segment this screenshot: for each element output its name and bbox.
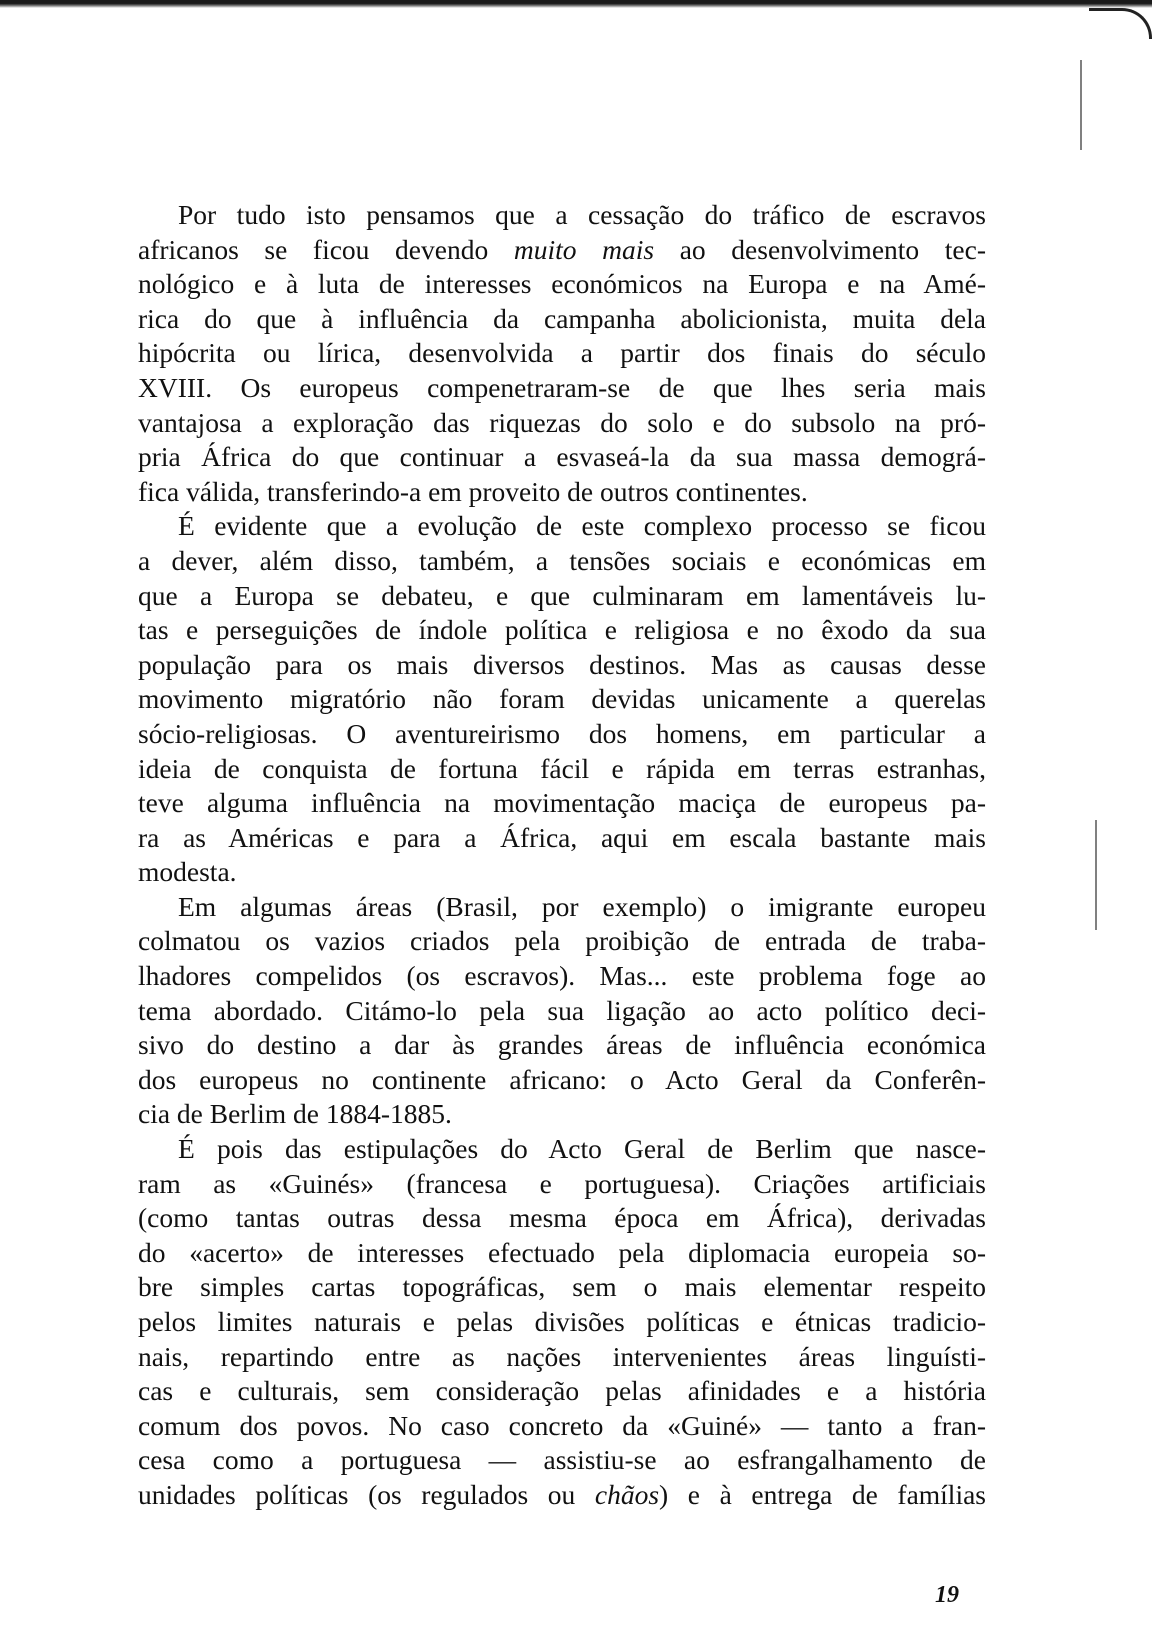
text-line [138, 1409, 986, 1444]
text-span: pelos limites naturais e pelas divisões políticas e étnicas tradicio- [138, 1306, 986, 1337]
text-span: do «acerto» de interesses efectuado pela diplomacia europeia so- [138, 1236, 986, 1268]
text-span: africanos se ficou devendo [138, 233, 514, 265]
text-line [138, 1097, 986, 1132]
text-line [138, 1132, 986, 1167]
right-edge-mark [1080, 60, 1082, 150]
text-line [138, 1374, 986, 1409]
text-line [138, 1236, 986, 1271]
text-line [138, 959, 986, 994]
text-line [138, 890, 986, 925]
text-line [138, 613, 986, 648]
text-span: Em algumas áreas (Brasil, por exemplo) o imigrante europeu [178, 890, 986, 922]
page-corner-curl [1089, 8, 1152, 39]
text-line [138, 406, 986, 441]
text-line [138, 336, 986, 371]
text-line [138, 1201, 986, 1236]
text-line [138, 371, 986, 406]
text-line [138, 924, 986, 959]
text-span: (como tantas outras dessa mesma época em África), derivadas [138, 1202, 986, 1234]
text-span: dos europeus no continente africano: o Acto Geral da Conferên- [138, 1063, 986, 1095]
text-span: cesa como a portuguesa — assistiu-se ao esfrangalhamento de [138, 1444, 986, 1476]
text-span: colmatou os vazios criados pela proibição de entrada de traba- [138, 925, 986, 957]
text-span: XVIII. Os europeus compenetraram-se de que lhes seria mais [138, 371, 986, 403]
text-span: fica válida, transferindo-a em proveito de outros continentes. [138, 475, 808, 507]
text-line [138, 302, 986, 337]
text-span: rica do que à influência da campanha abolicionista, muita dela [138, 302, 986, 334]
text-span: ram as «Guinés» (francesa e portuguesa). Criações artificiais [138, 1167, 986, 1199]
text-span: Por tudo isto pensamos que a cessação do tráfico de escravos [178, 199, 986, 230]
text-line [138, 440, 986, 475]
text-span: tema abordado. Citámo-lo pela sua ligação ao acto político deci- [138, 994, 986, 1026]
text-span: cia de Berlim de 1884-1885. [138, 1098, 452, 1130]
text-span: ideia de conquista de fortuna fácil e rápida em terras estranhas, [138, 752, 986, 784]
text-span: vantajosa a exploração das riquezas do solo e do subsolo na pró- [138, 406, 986, 438]
text-span: população para os mais diversos destinos. Mas as causas desse [138, 648, 986, 680]
text-span: pria África do que continuar a esvaseá-la da sua massa demográ- [138, 441, 986, 473]
text-span: nais, repartindo entre as nações intervenientes áreas linguísti- [138, 1340, 986, 1372]
text-span: ) e à entrega de famílias [659, 1478, 986, 1510]
text-span: ao desenvolvimento tec- [654, 233, 986, 265]
body-text [138, 198, 986, 1513]
text-line [138, 267, 986, 302]
text-line [138, 786, 986, 821]
text-span: hipócrita ou lírica, desenvolvida a partir dos finais do século [138, 337, 986, 369]
text-span: sócio-religiosas. O aventureirismo dos homens, em particular a [138, 717, 986, 749]
text-line [138, 821, 986, 856]
text-line [138, 1443, 986, 1478]
text-line [138, 1478, 986, 1513]
text-line [138, 233, 986, 268]
page-number: 19 [935, 1582, 959, 1608]
text-line [138, 994, 986, 1029]
text-line [138, 1167, 986, 1202]
italic-text: muito mais [513, 233, 655, 265]
text-span: movimento migratório não foram devidas unicamente a querelas [138, 683, 986, 715]
italic-text: chãos [594, 1478, 660, 1510]
text-line [138, 717, 986, 752]
text-line [138, 1063, 986, 1098]
right-edge-mark [1095, 820, 1097, 930]
text-span: modesta. [138, 856, 237, 888]
text-line [138, 1340, 986, 1375]
text-line [138, 1270, 986, 1305]
text-line [138, 682, 986, 717]
text-span: bre simples cartas topográficas, sem o mais elementar respeito [138, 1271, 986, 1303]
text-span: sivo do destino a dar às grandes áreas de influência económica [138, 1029, 986, 1061]
text-span: unidades políticas (os regulados ou [138, 1478, 595, 1510]
text-line [138, 509, 986, 544]
text-line [138, 752, 986, 787]
text-span: É pois das estipulações do Acto Geral de Berlim que nasce- [178, 1133, 986, 1165]
text-line [138, 648, 986, 683]
text-line [138, 198, 986, 233]
text-span: lhadores compelidos (os escravos). Mas... este problema foge ao [138, 960, 986, 992]
text-span: ra as Américas e para a África, aqui em escala bastante mais [138, 821, 986, 853]
text-span: nológico e à luta de interesses económicos na Europa e na Amé- [138, 268, 986, 300]
text-span: tas e perseguições de índole política e religiosa e no êxodo da sua [138, 614, 986, 646]
text-line [138, 1028, 986, 1063]
text-span: a dever, além disso, também, a tensões sociais e económicas em [138, 544, 986, 576]
text-span: teve alguma influência na movimentação maciça de europeus pa- [138, 787, 986, 819]
text-line [138, 544, 986, 579]
text-line [138, 579, 986, 614]
text-span: que a Europa se debateu, e que culminaram em lamentáveis lu- [138, 579, 986, 611]
text-line [138, 1305, 986, 1340]
text-span: É evidente que a evolução de este complexo processo se ficou [178, 510, 986, 542]
text-line [138, 855, 986, 890]
text-line [138, 475, 986, 510]
text-span: cas e culturais, sem consideração pelas afinidades e a história [138, 1375, 986, 1407]
text-span: comum dos povos. No caso concreto da «Guiné» — tanto a fran- [138, 1409, 986, 1441]
top-border-rule [0, 0, 1152, 8]
